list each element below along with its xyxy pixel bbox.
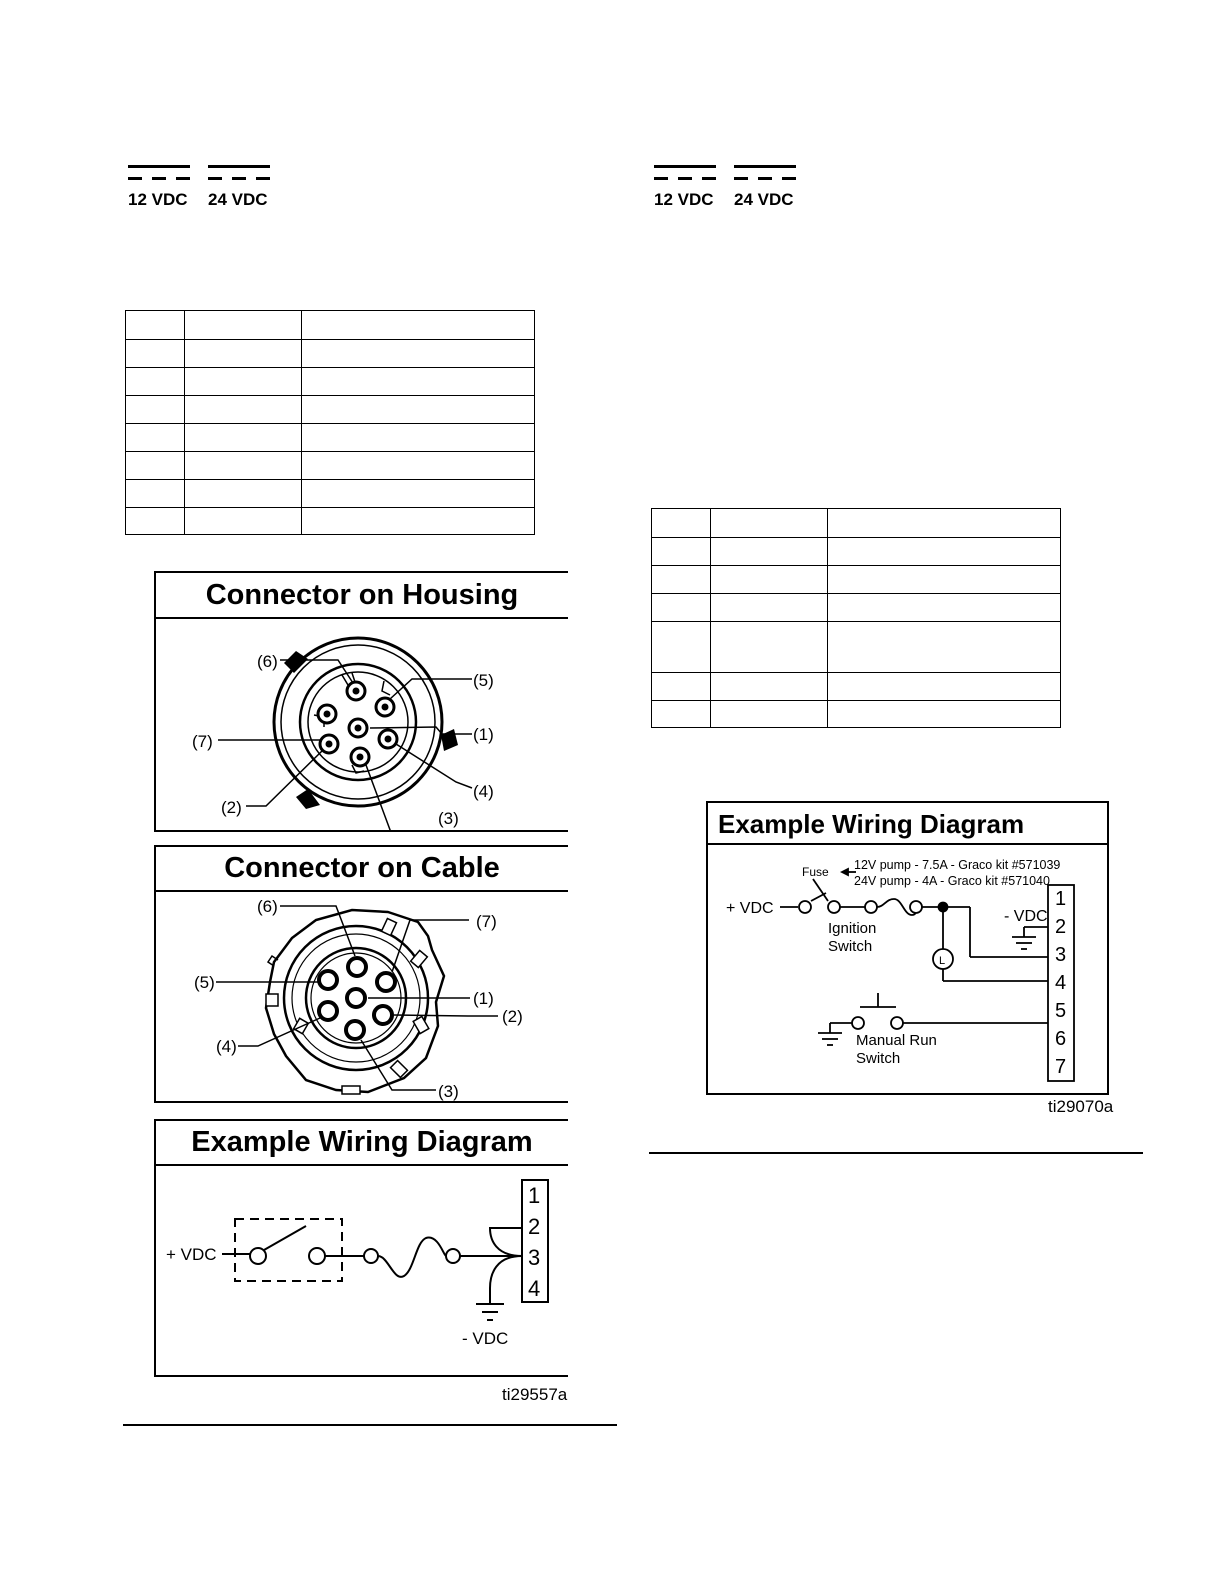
wiring-right-lamp-label: L (939, 955, 946, 967)
cable-pin-3 (346, 1021, 364, 1039)
cable-pin-6 (348, 958, 366, 976)
cable-pin-1 (347, 989, 365, 1007)
cable-callout-4: (4) (216, 1037, 237, 1056)
voltage-symbol-24vdc-left (208, 165, 270, 181)
table-row (652, 538, 1061, 566)
divider-right (649, 1152, 1143, 1154)
wiring-right-minus-vdc: - VDC (1004, 908, 1048, 925)
wiring-diagram-left-title: Example Wiring Diagram (156, 1121, 568, 1166)
wiring-left-plus-vdc: + VDC (166, 1245, 217, 1264)
housing-connector-panel (154, 571, 568, 832)
cable-pin-5 (319, 971, 337, 989)
wiring-right-fuse-label: Fuse (802, 865, 829, 879)
wiring-right-ignition-switch-line1: Ignition (828, 920, 877, 937)
table-row (126, 311, 535, 340)
pin-table-left (125, 310, 535, 535)
cable-pin-7 (377, 973, 395, 991)
housing-callout-2: (2) (221, 798, 242, 817)
housing-callout-3-text: (3) (438, 809, 459, 828)
wiring-diagram-right-panel (706, 801, 1109, 1095)
voltage-label-12vdc-left: 12 VDC (128, 190, 188, 209)
cable-connector-drawing (156, 890, 568, 1103)
table-row (652, 509, 1061, 538)
cable-pin-4 (319, 1002, 337, 1020)
voltage-label-12vdc-right: 12 VDC (654, 190, 714, 209)
wiring-right-terminal-3: 3 (1055, 944, 1067, 966)
table-row (652, 594, 1061, 622)
table-row (126, 452, 535, 480)
cable-connector-panel (154, 845, 568, 1103)
table-row (652, 566, 1061, 594)
wiring-right-terminal-6: 6 (1055, 1028, 1067, 1050)
wiring-left-terminal-2: 2 (528, 1214, 541, 1239)
wiring-left-terminal-3: 3 (528, 1245, 541, 1270)
table-row (126, 424, 535, 452)
wiring-right-fuse-note-24v: 24V pump - 4A - Graco kit #571040 (854, 874, 1050, 888)
housing-connector-title: Connector on Housing (156, 573, 568, 619)
wiring-left-minus-vdc: - VDC (462, 1329, 509, 1348)
table-row (652, 701, 1061, 728)
divider-left (123, 1424, 617, 1426)
wiring-right-terminal-4: 4 (1055, 972, 1067, 994)
table-row (652, 673, 1061, 701)
wiring-diagram-left-drawing (156, 1164, 568, 1377)
table-row (652, 622, 1061, 673)
wiring-left-terminal-4: 4 (528, 1276, 541, 1301)
cable-callout-2: (2) (502, 1007, 523, 1026)
cable-callout-6: (6) (257, 897, 278, 916)
cable-callout-3: (3) (438, 1082, 459, 1101)
housing-callout-6: (6) (257, 652, 278, 671)
cable-callout-1: (1) (473, 989, 494, 1008)
wiring-right-terminal-5: 5 (1055, 1000, 1067, 1022)
wiring-right-ignition-switch-line2: Switch (828, 938, 873, 955)
wiring-diagram-right-drawing (708, 843, 1107, 1093)
cable-callout-7: (7) (476, 912, 497, 931)
cable-connector-title: Connector on Cable (156, 847, 568, 892)
wiring-right-manual-run-line1: Manual Run (856, 1032, 937, 1049)
wiring-right-plus-vdc: + VDC (726, 900, 774, 917)
wiring-right-terminal-7: 7 (1055, 1056, 1067, 1078)
voltage-symbol-12vdc-left (128, 165, 190, 181)
cable-callout-5: (5) (194, 973, 215, 992)
pin-table-right (651, 508, 1061, 728)
wiring-right-manual-run-line2: Switch (856, 1050, 901, 1067)
figure-ref-right: ti29070a (1048, 1097, 1114, 1116)
table-row (126, 480, 535, 508)
wiring-right-fuse-note-12v: 12V pump - 7.5A - Graco kit #571039 (854, 858, 1061, 872)
wiring-right-terminal-1: 1 (1055, 888, 1067, 910)
wiring-diagram-left-panel (154, 1119, 568, 1377)
voltage-label-24vdc-right: 24 VDC (734, 190, 794, 209)
housing-callout-1: (1) (473, 725, 494, 744)
cable-pin-2 (374, 1006, 392, 1024)
wiring-diagram-right-title: Example Wiring Diagram (708, 803, 1107, 845)
housing-callout-5: (5) (473, 671, 494, 690)
voltage-symbol-12vdc-right (654, 165, 716, 181)
voltage-label-24vdc-left: 24 VDC (208, 190, 268, 209)
housing-callout-7: (7) (192, 732, 213, 751)
figure-ref-left: ti29557a (502, 1385, 568, 1404)
wiring-left-terminal-1: 1 (528, 1183, 541, 1208)
voltage-symbol-24vdc-right (734, 165, 796, 181)
housing-connector-drawing (156, 617, 568, 832)
table-row (126, 368, 535, 396)
table-row (126, 508, 535, 535)
wiring-right-terminal-2: 2 (1055, 916, 1067, 938)
table-row (126, 340, 535, 368)
table-row (126, 396, 535, 424)
housing-callout-4: (4) (473, 782, 494, 801)
